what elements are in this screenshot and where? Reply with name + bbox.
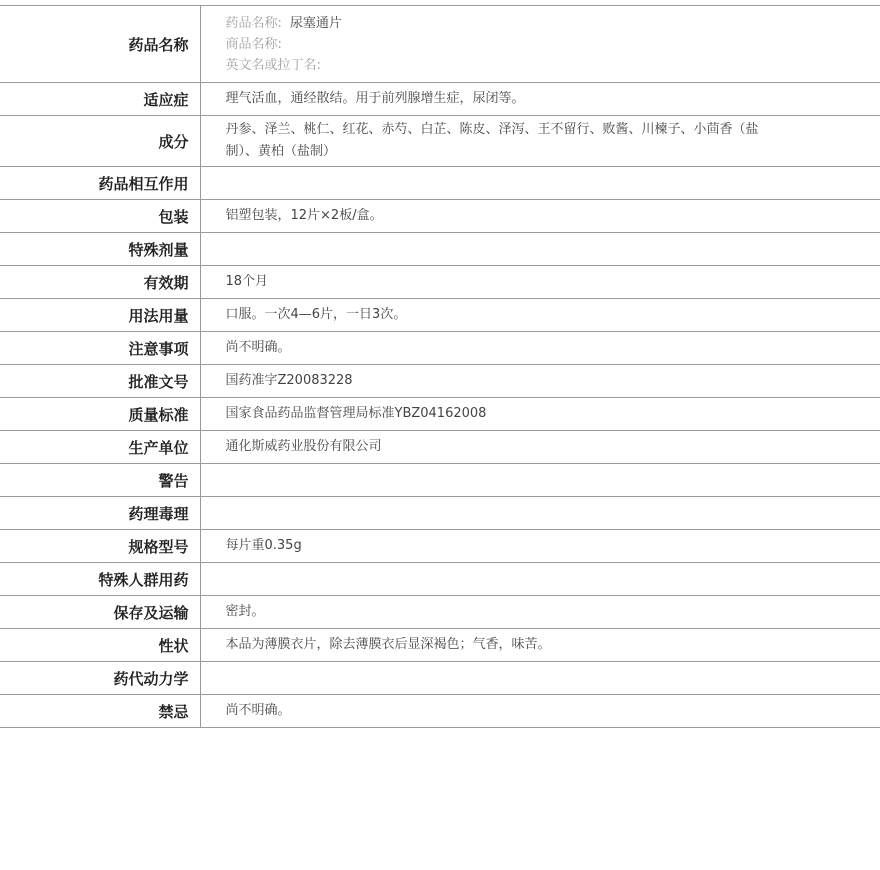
trade-name-key: 商品名称: — [225, 36, 282, 52]
table-row — [0, 629, 880, 662]
table-row — [0, 530, 880, 563]
row-label: 有效期 — [0, 266, 200, 299]
row-value: 本品为薄膜衣片，除去薄膜衣后显深褐色；气香，味苦。 — [200, 629, 880, 662]
row-label: 药品相互作用 — [0, 167, 200, 200]
row-label: 批准文号 — [0, 365, 200, 398]
row-value — [200, 464, 880, 497]
table-row — [0, 464, 880, 497]
row-value: 尚不明确。 — [200, 332, 880, 365]
row-label: 质量标准 — [0, 398, 200, 431]
row-value: 18个月 — [200, 266, 880, 299]
table-row-drug-name — [0, 6, 880, 83]
generic-name-key: 药品名称: — [225, 15, 282, 31]
row-label: 警告 — [0, 464, 200, 497]
generic-name-line — [226, 13, 791, 34]
row-value: 铝塑包装，12片×2板/盒。 — [200, 200, 880, 233]
table-row — [0, 332, 880, 365]
row-value: 理气活血，通经散结。用于前列腺增生症，尿闭等。 — [200, 83, 880, 116]
row-value — [200, 167, 880, 200]
row-value — [200, 233, 880, 266]
table-row — [0, 398, 880, 431]
row-value: 国家食品药品监督管理局标准YBZ04162008 — [200, 398, 880, 431]
row-label: 规格型号 — [0, 530, 200, 563]
drug-name-block — [200, 6, 880, 83]
row-value: 国药准字Z20083228 — [200, 365, 880, 398]
row-value: 口服。一次4—6片，一日3次。 — [200, 299, 880, 332]
table-row — [0, 299, 880, 332]
row-value: 丹参、泽兰、桃仁、红花、赤芍、白芷、陈皮、泽泻、王不留行、败酱、川楝子、小茴香（盐制）、黄柏（盐制） — [200, 116, 880, 167]
table-row — [0, 233, 880, 266]
row-label: 禁忌 — [0, 695, 200, 728]
row-label: 保存及运输 — [0, 596, 200, 629]
table-row — [0, 266, 880, 299]
row-label: 生产单位 — [0, 431, 200, 464]
trade-name-line — [226, 34, 791, 55]
row-label: 特殊剂量 — [0, 233, 200, 266]
table-row — [0, 116, 880, 167]
table-row — [0, 365, 880, 398]
table-row — [0, 596, 880, 629]
row-value: 密封。 — [200, 596, 880, 629]
row-label: 成分 — [0, 116, 200, 167]
table-row — [0, 431, 880, 464]
generic-name-value: 尿塞通片 — [289, 15, 342, 31]
row-value: 通化斯威药业股份有限公司 — [200, 431, 880, 464]
table-row — [0, 167, 880, 200]
row-label: 适应症 — [0, 83, 200, 116]
english-name-line — [226, 55, 791, 76]
row-label: 特殊人群用药 — [0, 563, 200, 596]
table-row — [0, 662, 880, 695]
row-label: 包装 — [0, 200, 200, 233]
table-row — [0, 695, 880, 728]
row-value — [200, 662, 880, 695]
drug-spec-table — [0, 5, 880, 728]
table-row — [0, 83, 880, 116]
row-label: 药品名称 — [0, 6, 200, 83]
row-value: 每片重0.35g — [200, 530, 880, 563]
row-label: 药理毒理 — [0, 497, 200, 530]
row-value: 尚不明确。 — [200, 695, 880, 728]
row-label: 药代动力学 — [0, 662, 200, 695]
row-label: 用法用量 — [0, 299, 200, 332]
row-value — [200, 497, 880, 530]
table-row — [0, 200, 880, 233]
table-row — [0, 563, 880, 596]
english-name-key: 英文名或拉丁名: — [225, 57, 321, 73]
row-value — [200, 563, 880, 596]
row-label: 性状 — [0, 629, 200, 662]
table-row — [0, 497, 880, 530]
row-label: 注意事项 — [0, 332, 200, 365]
